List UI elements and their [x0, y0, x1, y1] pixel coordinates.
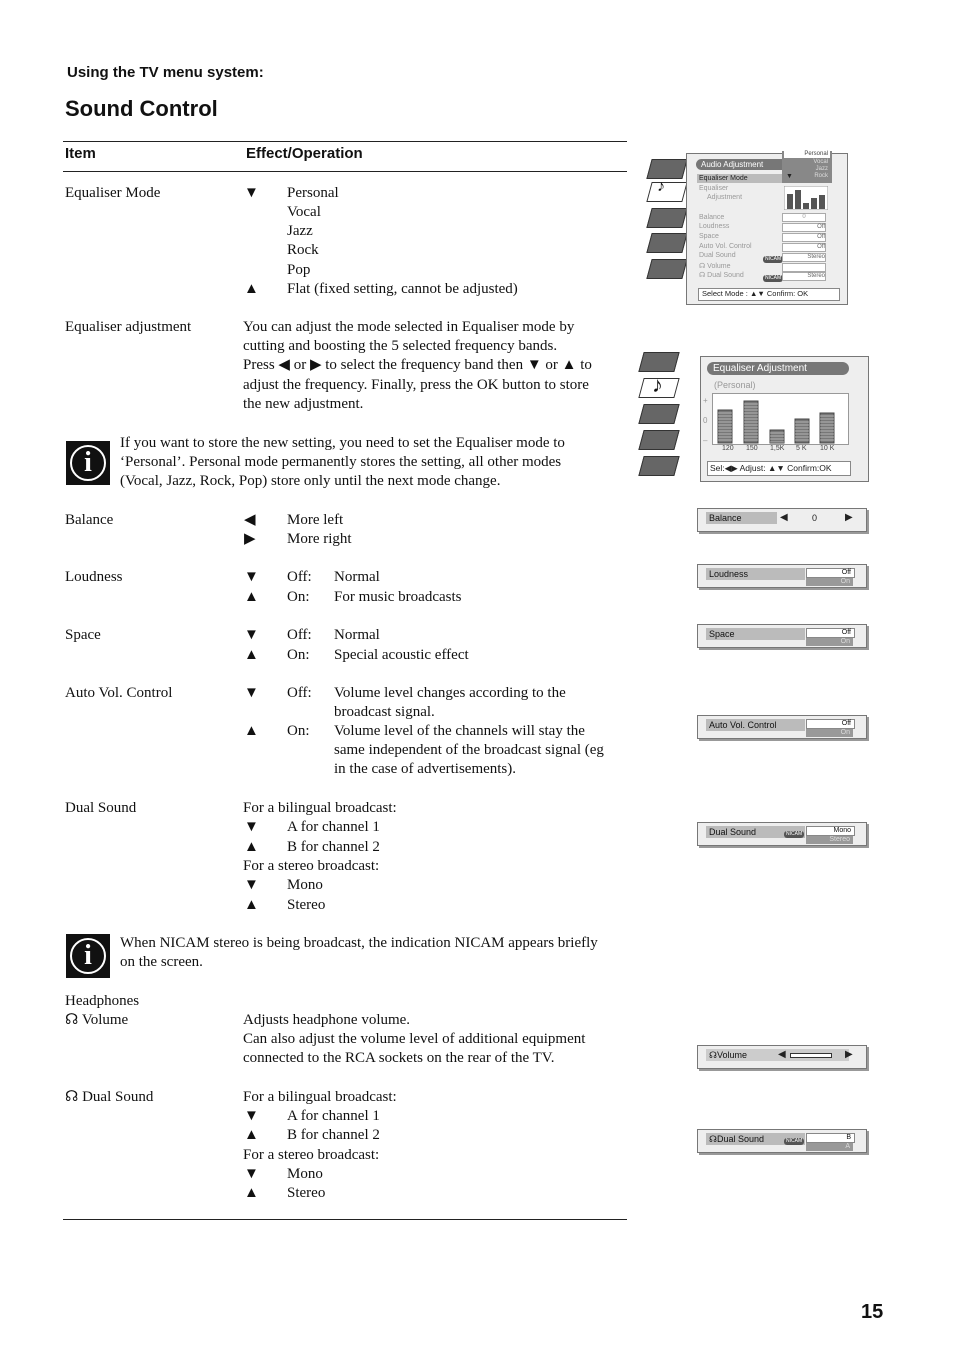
text-line: Adjusts headphone volume. — [243, 1012, 411, 1028]
down-arrow-icon: ▼ — [244, 185, 259, 201]
option-on: On — [806, 638, 853, 646]
info-icon — [66, 934, 110, 978]
option-personal: Personal — [287, 185, 339, 201]
space-off-key: Off: — [287, 627, 312, 643]
headphone-icon: ☊ — [65, 1012, 79, 1028]
avc-off-key: Off: — [287, 685, 312, 701]
down-arrow-icon: ▼ — [244, 627, 259, 643]
eq-band-label: 150 — [746, 445, 758, 452]
option-off: Off — [806, 719, 855, 729]
text-line: When NICAM stereo is being broadcast, the indication NICAM appears briefly — [120, 935, 598, 951]
nicam-label: NICAM — [786, 1138, 803, 1144]
headphone-icon: ☊ — [65, 1089, 79, 1105]
osd-item-volume — [699, 262, 731, 270]
item-label: Volume — [707, 263, 731, 270]
space-on-key: On: — [287, 647, 310, 663]
down-arrow-icon: ▼ — [244, 819, 259, 835]
option-b: B — [806, 1133, 855, 1143]
item-equaliser-mode: Equaliser Mode — [65, 185, 161, 201]
osd-headphone-dual-bar — [697, 1129, 867, 1153]
osd-item-space: Space — [699, 233, 719, 240]
nicam-label: NICAM — [765, 275, 782, 281]
item-balance: Balance — [65, 512, 114, 528]
up-arrow-icon: ▲ — [244, 1127, 259, 1143]
dual-bilingual-heading: For a bilingual broadcast: — [243, 800, 397, 816]
menu-tab-features-icon — [638, 404, 679, 424]
bar-label-text: Dual Sound — [717, 1134, 765, 1144]
column-header-effect: Effect/Operation — [246, 145, 363, 162]
headphone-icon: ☊ — [699, 263, 706, 270]
option-flat: Flat (fixed setting, cannot be adjusted) — [287, 281, 518, 297]
dual-stereo-heading: For a stereo broadcast: — [243, 858, 380, 874]
osd-item-balance: Balance — [699, 214, 725, 221]
note-nicam — [120, 934, 626, 972]
equaliser-adjustment-text — [243, 318, 628, 414]
item-dual-sound: Dual Sound — [65, 800, 137, 816]
headphone-icon: ☊ — [709, 1050, 717, 1060]
menu-tab-picture-icon — [646, 159, 687, 179]
item-label: Dual Sound — [707, 272, 744, 279]
option-on: On — [806, 729, 853, 737]
eq-band-label: 5 K — [796, 445, 807, 452]
osd-mode-rock: Rock — [814, 173, 828, 179]
osd-volume-bar — [697, 1045, 867, 1069]
menu-tab-setup-icon — [646, 233, 687, 253]
bar-label-text: Volume — [717, 1050, 748, 1060]
eq-band-label: 1,5K — [770, 445, 785, 452]
up-arrow-icon: ▲ — [244, 723, 259, 739]
text-line: Press ◀ or ▶ to select the frequency band then ▼ or ▲ to — [243, 357, 592, 374]
right-arrow-icon: ▶ — [845, 512, 853, 523]
item-label: Dual Sound — [82, 1089, 154, 1105]
dual-mono: Mono — [287, 877, 323, 893]
up-arrow-icon: ▲ — [244, 281, 259, 297]
eq-band-bar — [718, 410, 732, 443]
nicam-label: NICAM — [786, 831, 803, 837]
avc-on-key: On: — [287, 723, 310, 739]
text-line: (Vocal, Jazz, Rock, Pop) store only until the next mode change. — [120, 473, 501, 490]
space-on-value: Special acoustic effect — [334, 647, 469, 663]
item-headphone-dual-sound — [65, 1088, 153, 1107]
up-arrow-icon: ▲ — [244, 647, 259, 663]
loudness-on-key: On: — [287, 589, 310, 605]
page-number: 15 — [861, 1301, 884, 1323]
osd-value-balance: 0 — [782, 213, 826, 222]
bar-label: Loudness — [706, 568, 805, 580]
menu-tab-preset-icon — [646, 259, 687, 279]
text-line: broadcast signal. — [334, 704, 435, 721]
down-arrow-icon: ▼ — [244, 1108, 259, 1124]
text-line: cutting and boosting the 5 selected frequency bands. — [243, 338, 558, 355]
osd-item-loudness: Loudness — [699, 223, 730, 230]
page-title: Sound Control — [65, 96, 218, 121]
nicam-badge — [784, 828, 804, 838]
axis-minus: – — [703, 436, 708, 445]
text-line: the new adjustment. — [243, 395, 364, 412]
osd-item-equaliser: Equaliser — [699, 185, 729, 192]
mini-eq-bar — [811, 198, 817, 209]
osd-balance-bar — [697, 508, 867, 532]
option-vocal: Vocal — [287, 204, 321, 220]
up-arrow-icon: ▲ — [244, 589, 259, 605]
hdual-mono: Mono — [287, 1166, 323, 1182]
mini-eq-bar — [803, 203, 809, 209]
osd-footer: Select Mode : ▲▼ Confirm: OK — [702, 289, 809, 298]
table-top-rule — [63, 141, 627, 142]
nicam-badge — [784, 1135, 804, 1145]
item-space: Space — [65, 627, 101, 643]
eq-band-bar — [770, 430, 784, 443]
osd-subtitle: (Personal) — [714, 380, 756, 390]
avc-on-text — [334, 722, 604, 780]
osd-loudness-bar — [697, 564, 867, 588]
osd-item-eq-mode: Equaliser Mode — [699, 175, 748, 182]
dual-channel-a: A for channel 1 — [287, 819, 380, 835]
mini-eq-bar — [787, 194, 793, 209]
column-header-item: Item — [65, 145, 96, 162]
eq-band-label: 10 K — [820, 445, 835, 452]
space-off-value: Normal — [334, 627, 380, 643]
headphone-icon: ☊ — [699, 272, 706, 279]
info-glyph: i — [70, 938, 106, 974]
mini-eq-bar — [819, 195, 825, 209]
osd-space-bar — [697, 624, 867, 648]
mini-eq-bar — [795, 190, 801, 209]
text-line: ‘Personal’. Personal mode permanently stores the setting, all other modes — [120, 454, 562, 471]
headphone-volume-text — [243, 1011, 628, 1069]
item-auto-vol-control: Auto Vol. Control — [65, 685, 173, 701]
option-stereo: Stereo — [806, 836, 853, 844]
text-line: same independent of the broadcast signal (eg — [334, 742, 604, 759]
option-off: Off — [806, 628, 855, 638]
loudness-on-value: For music broadcasts — [334, 589, 462, 605]
osd-mode-personal: Personal — [784, 151, 830, 158]
menu-tab-picture-icon — [638, 352, 679, 372]
music-note-icon: ♪ — [652, 372, 663, 397]
dual-channel-b: B for channel 2 — [287, 839, 380, 855]
text-line: in the case of advertisements). — [334, 761, 517, 778]
table-bottom-rule — [63, 1219, 627, 1220]
up-arrow-icon: ▲ — [244, 897, 259, 913]
osd-value-dual: Stereo — [782, 253, 826, 262]
option-mono: Mono — [806, 826, 855, 836]
music-note-icon: ♪ — [657, 178, 665, 195]
osd-title: Equaliser Adjustment — [713, 363, 807, 374]
osd-value-avc: Off — [782, 243, 826, 252]
volume-slider-track — [790, 1053, 832, 1058]
eq-graph — [712, 393, 849, 445]
osd-value-space: Off — [782, 233, 826, 242]
up-arrow-icon: ▲ — [244, 1185, 259, 1201]
info-icon — [66, 441, 110, 485]
nicam-badge — [763, 272, 783, 282]
right-arrow-icon: ▶ — [244, 531, 256, 547]
osd-dual-sound-bar — [697, 822, 867, 846]
option-pop: Pop — [287, 262, 311, 278]
text-line: Volume level changes according to the — [334, 685, 566, 701]
osd-mode-jazz: Jazz — [815, 166, 828, 172]
osd-item-adjustment: Adjustment — [707, 194, 743, 201]
nicam-label: NICAM — [765, 256, 782, 262]
left-arrow-icon: ◀ — [778, 1049, 786, 1060]
hdual-channel-a: A for channel 1 — [287, 1108, 380, 1124]
bar-label: Balance — [706, 512, 777, 524]
text-line: adjust the frequency. Finally, press the OK button to store — [243, 376, 589, 393]
menu-tab-sound-icon — [646, 182, 687, 202]
axis-zero: 0 — [703, 416, 708, 425]
text-line: on the screen. — [120, 954, 203, 971]
osd-value-loudness: Off — [782, 223, 826, 232]
osd-avc-bar — [697, 715, 867, 739]
dual-stereo: Stereo — [287, 897, 326, 913]
section-heading: Using the TV menu system: — [67, 64, 264, 81]
text-line: connected to the RCA sockets on the rear of the TV. — [243, 1050, 555, 1067]
right-arrow-icon: ▶ — [845, 1049, 853, 1060]
text-line: Volume level of the channels will stay the — [334, 723, 585, 739]
menu-tab-setup-icon — [638, 430, 679, 450]
axis-plus: + — [703, 396, 708, 405]
text-line: If you want to store the new setting, you need to set the Equaliser mode to — [120, 435, 565, 451]
menu-tab-preset-icon — [638, 456, 679, 476]
balance-more-right: More right — [287, 531, 352, 547]
bar-label: Auto Vol. Control — [706, 719, 805, 731]
item-equaliser-adjustment: Equaliser adjustment — [65, 319, 192, 335]
eq-band-label: 120 — [722, 445, 734, 452]
balance-value: 0 — [812, 513, 818, 523]
osd-eq-mini-graph — [784, 186, 828, 210]
item-loudness: Loudness — [65, 569, 123, 585]
note-equaliser-personal — [120, 434, 626, 492]
loudness-off-value: Normal — [334, 569, 380, 585]
table-header-rule — [63, 171, 627, 172]
down-arrow-icon: ▼ — [244, 1166, 259, 1182]
option-a: A — [806, 1143, 853, 1151]
option-on: On — [806, 578, 853, 586]
balance-more-left: More left — [287, 512, 344, 528]
down-arrow-icon: ▼ — [786, 173, 793, 180]
osd-title: Audio Adjustment — [701, 160, 764, 169]
down-arrow-icon: ▼ — [244, 685, 259, 701]
osd-footer: Sel:◀▶ Adjust: ▲▼ Confirm:OK — [710, 463, 832, 473]
loudness-off-key: Off: — [287, 569, 312, 585]
up-arrow-icon: ▲ — [244, 839, 259, 855]
info-glyph: i — [70, 445, 106, 481]
left-arrow-icon: ◀ — [244, 512, 256, 528]
hdual-channel-b: B for channel 2 — [287, 1127, 380, 1143]
osd-mode-vocal: Vocal — [813, 159, 828, 165]
osd-value-hdual: Stereo — [782, 272, 826, 281]
headphone-icon: ☊ — [709, 1134, 717, 1144]
menu-tab-features-icon — [646, 208, 687, 228]
down-arrow-icon: ▼ — [244, 877, 259, 893]
nicam-badge — [763, 253, 783, 263]
eq-band-labels — [712, 445, 849, 454]
hdual-bilingual-heading: For a bilingual broadcast: — [243, 1089, 397, 1105]
item-label: Volume — [81, 1012, 129, 1028]
osd-item-dual-sound: Dual Sound — [699, 252, 736, 259]
option-rock: Rock — [287, 242, 319, 258]
avc-off-text — [334, 684, 566, 722]
text-line: You can adjust the mode selected in Equaliser mode by — [243, 319, 575, 335]
osd-volume-slider — [782, 263, 826, 272]
option-jazz: Jazz — [287, 223, 313, 239]
osd-item-avc: Auto Vol. Control — [699, 243, 752, 250]
item-headphones: Headphones — [65, 993, 140, 1009]
hdual-stereo: Stereo — [287, 1185, 326, 1201]
hdual-stereo-heading: For a stereo broadcast: — [243, 1147, 380, 1163]
item-headphone-volume — [65, 1011, 128, 1030]
osd-item-hdual — [699, 271, 744, 279]
text-line: Can also adjust the volume level of additional equipment — [243, 1031, 586, 1048]
down-arrow-icon: ▼ — [244, 569, 259, 585]
bar-label: Space — [706, 628, 805, 640]
option-off: Off — [806, 568, 855, 578]
left-arrow-icon: ◀ — [780, 512, 788, 523]
bar-label: Dual Sound — [706, 826, 805, 838]
